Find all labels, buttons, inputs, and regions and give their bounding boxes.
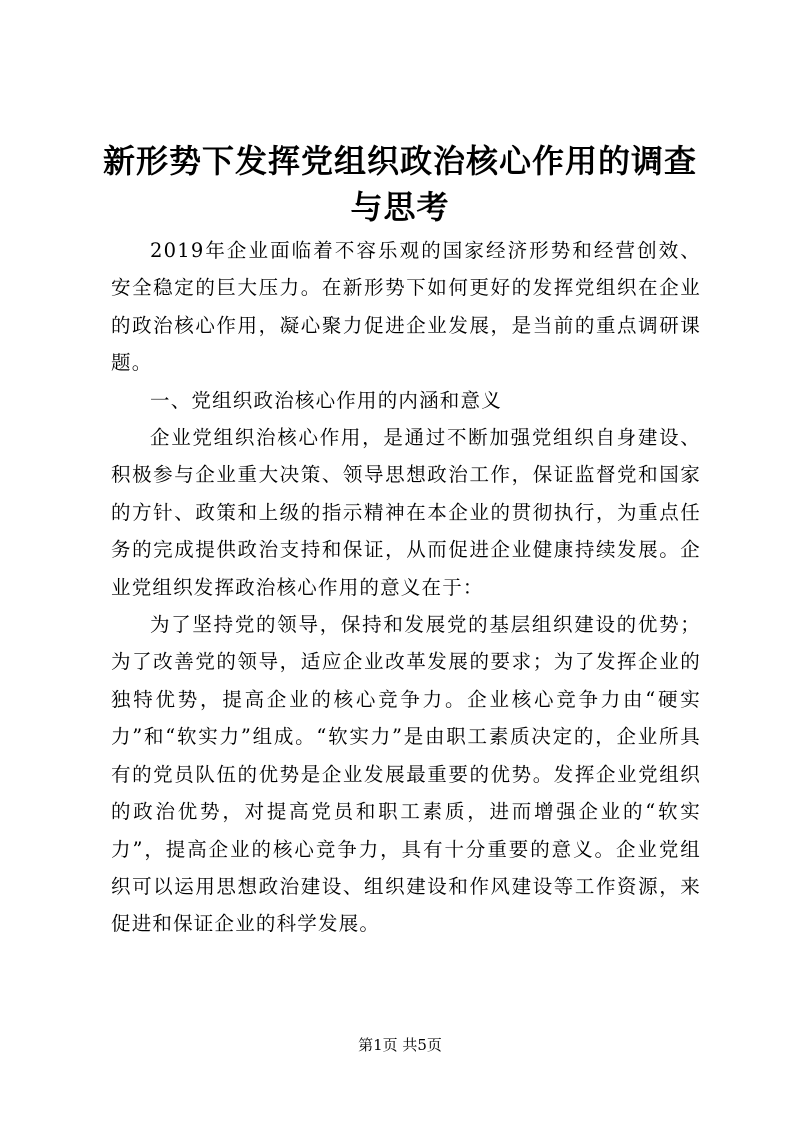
document-body [111,232,701,943]
paragraph-intro: 2019年企业面临着不容乐观的国家经济形势和经营创效、安全稳定的巨大压力。在新形势下如何更好的发挥党组织在企业的政治核心作用，凝心聚力促进企业发展，是当前的重点调研课题。 [111,239,701,375]
paragraph-significance: 为了坚持党的领导，保持和发展党的基层组织建设的优势；为了改善党的领导，适应企业改革发展的要求；为了发挥企业的独特优势，提高企业的核心竞争力。企业核心竞争力由“硬实力”和“软实力”组成。“软实力”是由职工素质决定的，企业所具有的党员队伍的优势是企业发展最重要的优势。发挥企业党组织的政治优势，对提高党员和职工素质，进而增强企业的“软实力”，提高企业的核心竞争力，具有十分重要的意义。企业党组织可以运用思想政治建设、组织建设和作风建设等工作资源，来促进和保证企业的科学发展。 [111,613,701,936]
page-number: 第1页 共5页 [358,1036,442,1054]
document-title: 新形势下发挥党组织政治核心作用的调查与思考 [102,142,697,226]
paragraph-definition: 企业党组织治核心作用，是通过不断加强党组织自身建设、积极参与企业重大决策、领导思想政治工作，保证监督党和国家的方针、政策和上级的指示精神在本企业的贯彻执行，为重点任务的完成提供政治支持和保证，从而促进企业健康持续发展。企业党组织发挥政治核心作用的意义在于： [111,426,701,599]
section-heading: 一、党组织政治核心作用的内涵和意义 [150,388,502,412]
